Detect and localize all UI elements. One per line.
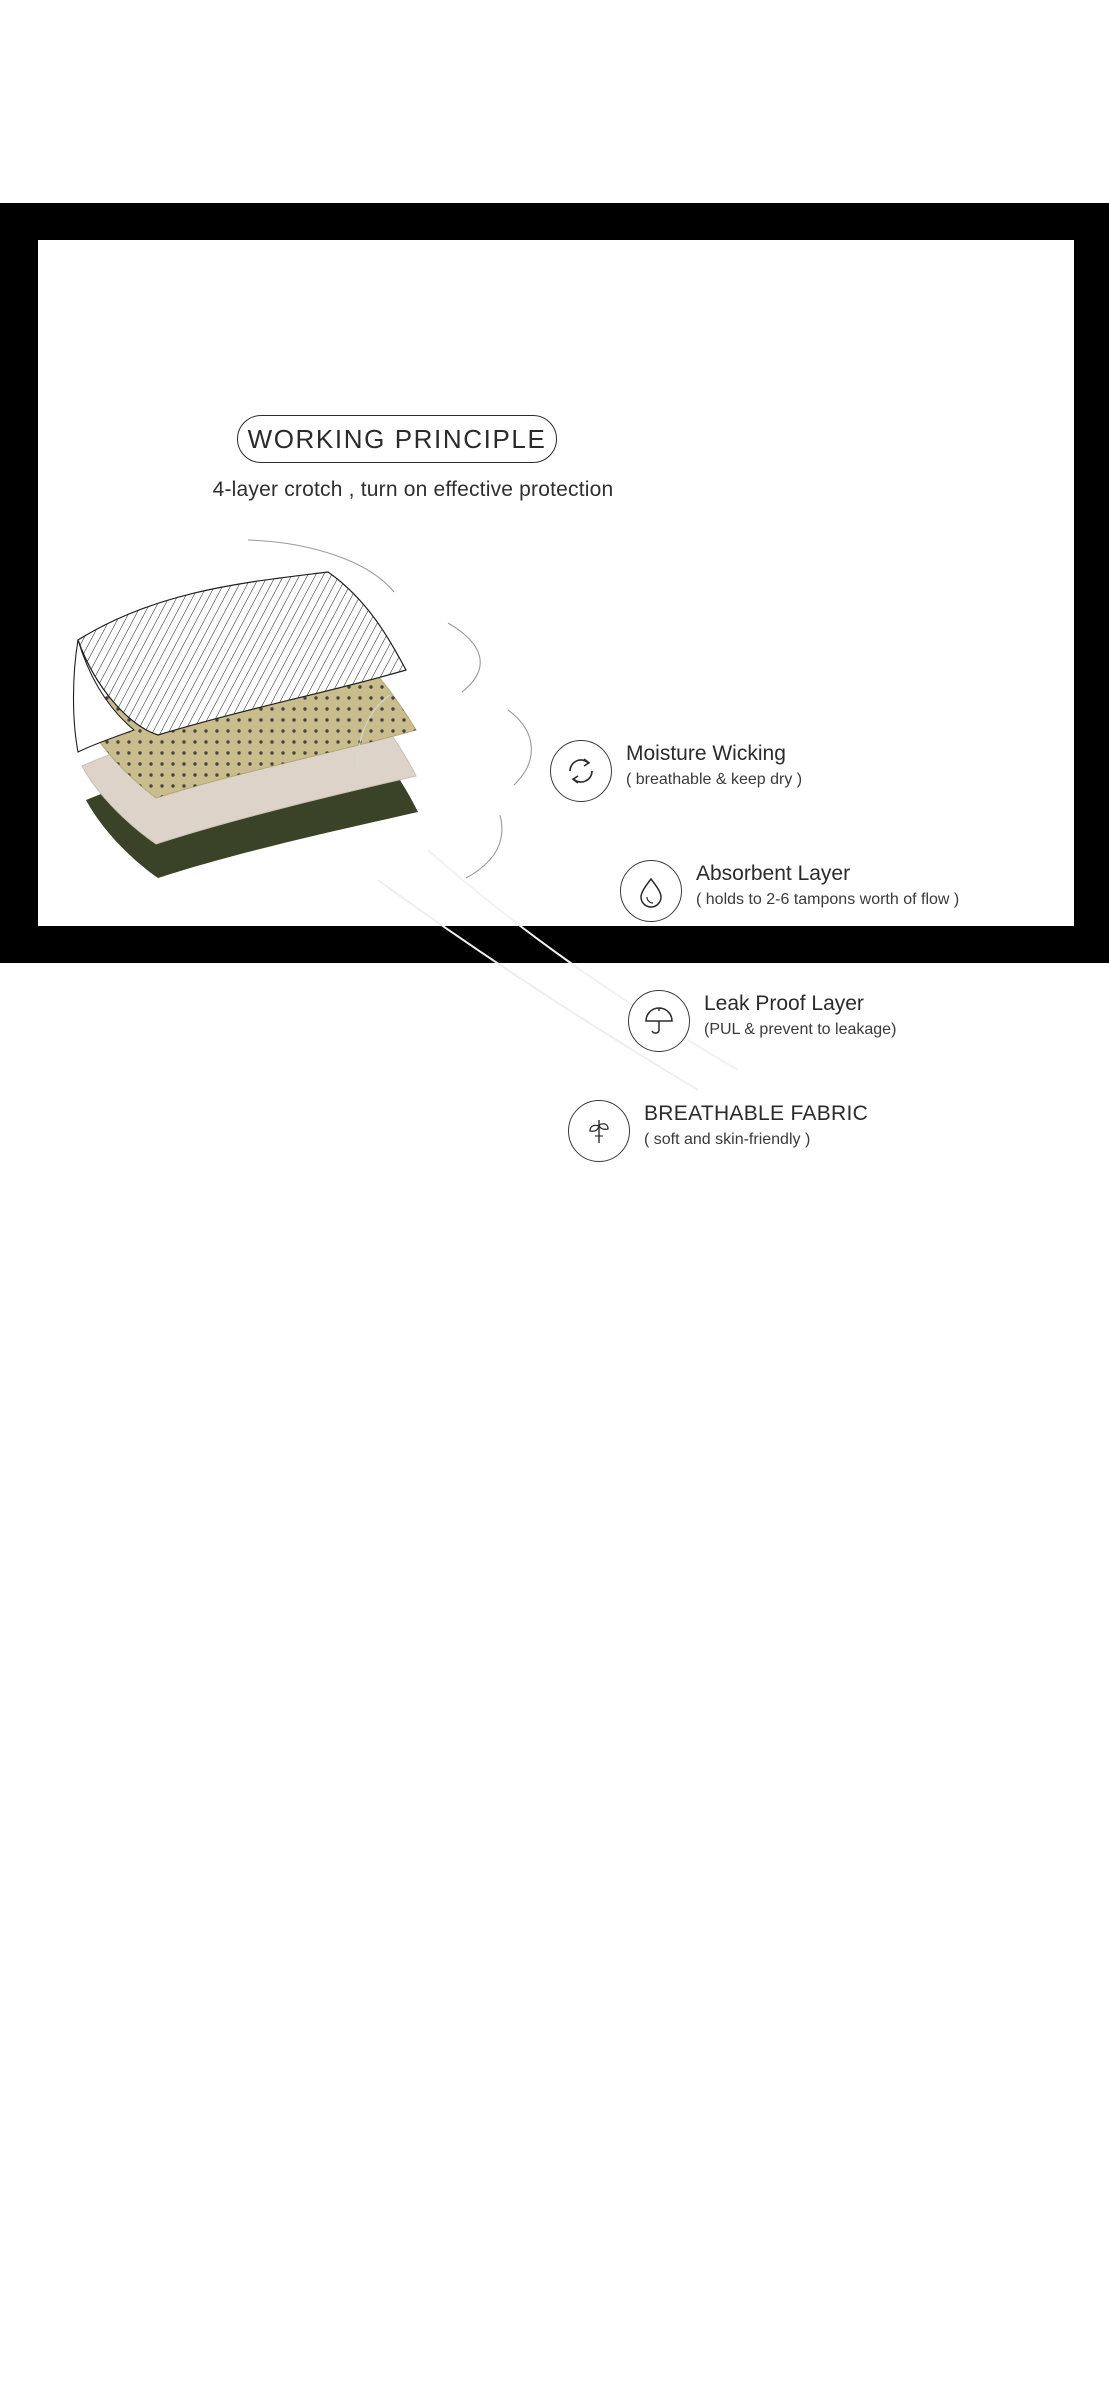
feature-subtitle: ( holds to 2-6 tampons worth of flow ) — [696, 891, 960, 909]
bamboo-leaf-icon — [568, 1100, 630, 1162]
moisture-wicking-icon — [550, 740, 612, 802]
page-title-text: WORKING PRINCIPLE — [247, 423, 547, 454]
feature-title: Moisture Wicking — [626, 742, 786, 765]
feature-absorbent-layer — [620, 860, 959, 922]
feature-moisture-wicking — [550, 740, 802, 802]
feature-breathable-fabric — [568, 1100, 868, 1162]
feature-title: Leak Proof Layer — [704, 992, 864, 1015]
umbrella-icon — [628, 990, 690, 1052]
feature-subtitle: (PUL & prevent to leakage) — [704, 1021, 897, 1039]
poster-card — [38, 240, 1074, 1149]
feature-subtitle: ( breathable & keep dry ) — [626, 771, 803, 789]
feature-title: Absorbent Layer — [696, 862, 851, 885]
page-subtitle: 4-layer crotch , turn on effective protection — [212, 478, 614, 501]
layered-crotch-illustration — [38, 530, 458, 910]
page-title — [237, 415, 557, 463]
feature-subtitle: ( soft and skin-friendly ) — [644, 1131, 811, 1149]
feature-title: BREATHABLE FABRIC — [644, 1102, 869, 1125]
feature-leak-proof-layer — [628, 990, 896, 1052]
water-drop-icon — [620, 860, 682, 922]
